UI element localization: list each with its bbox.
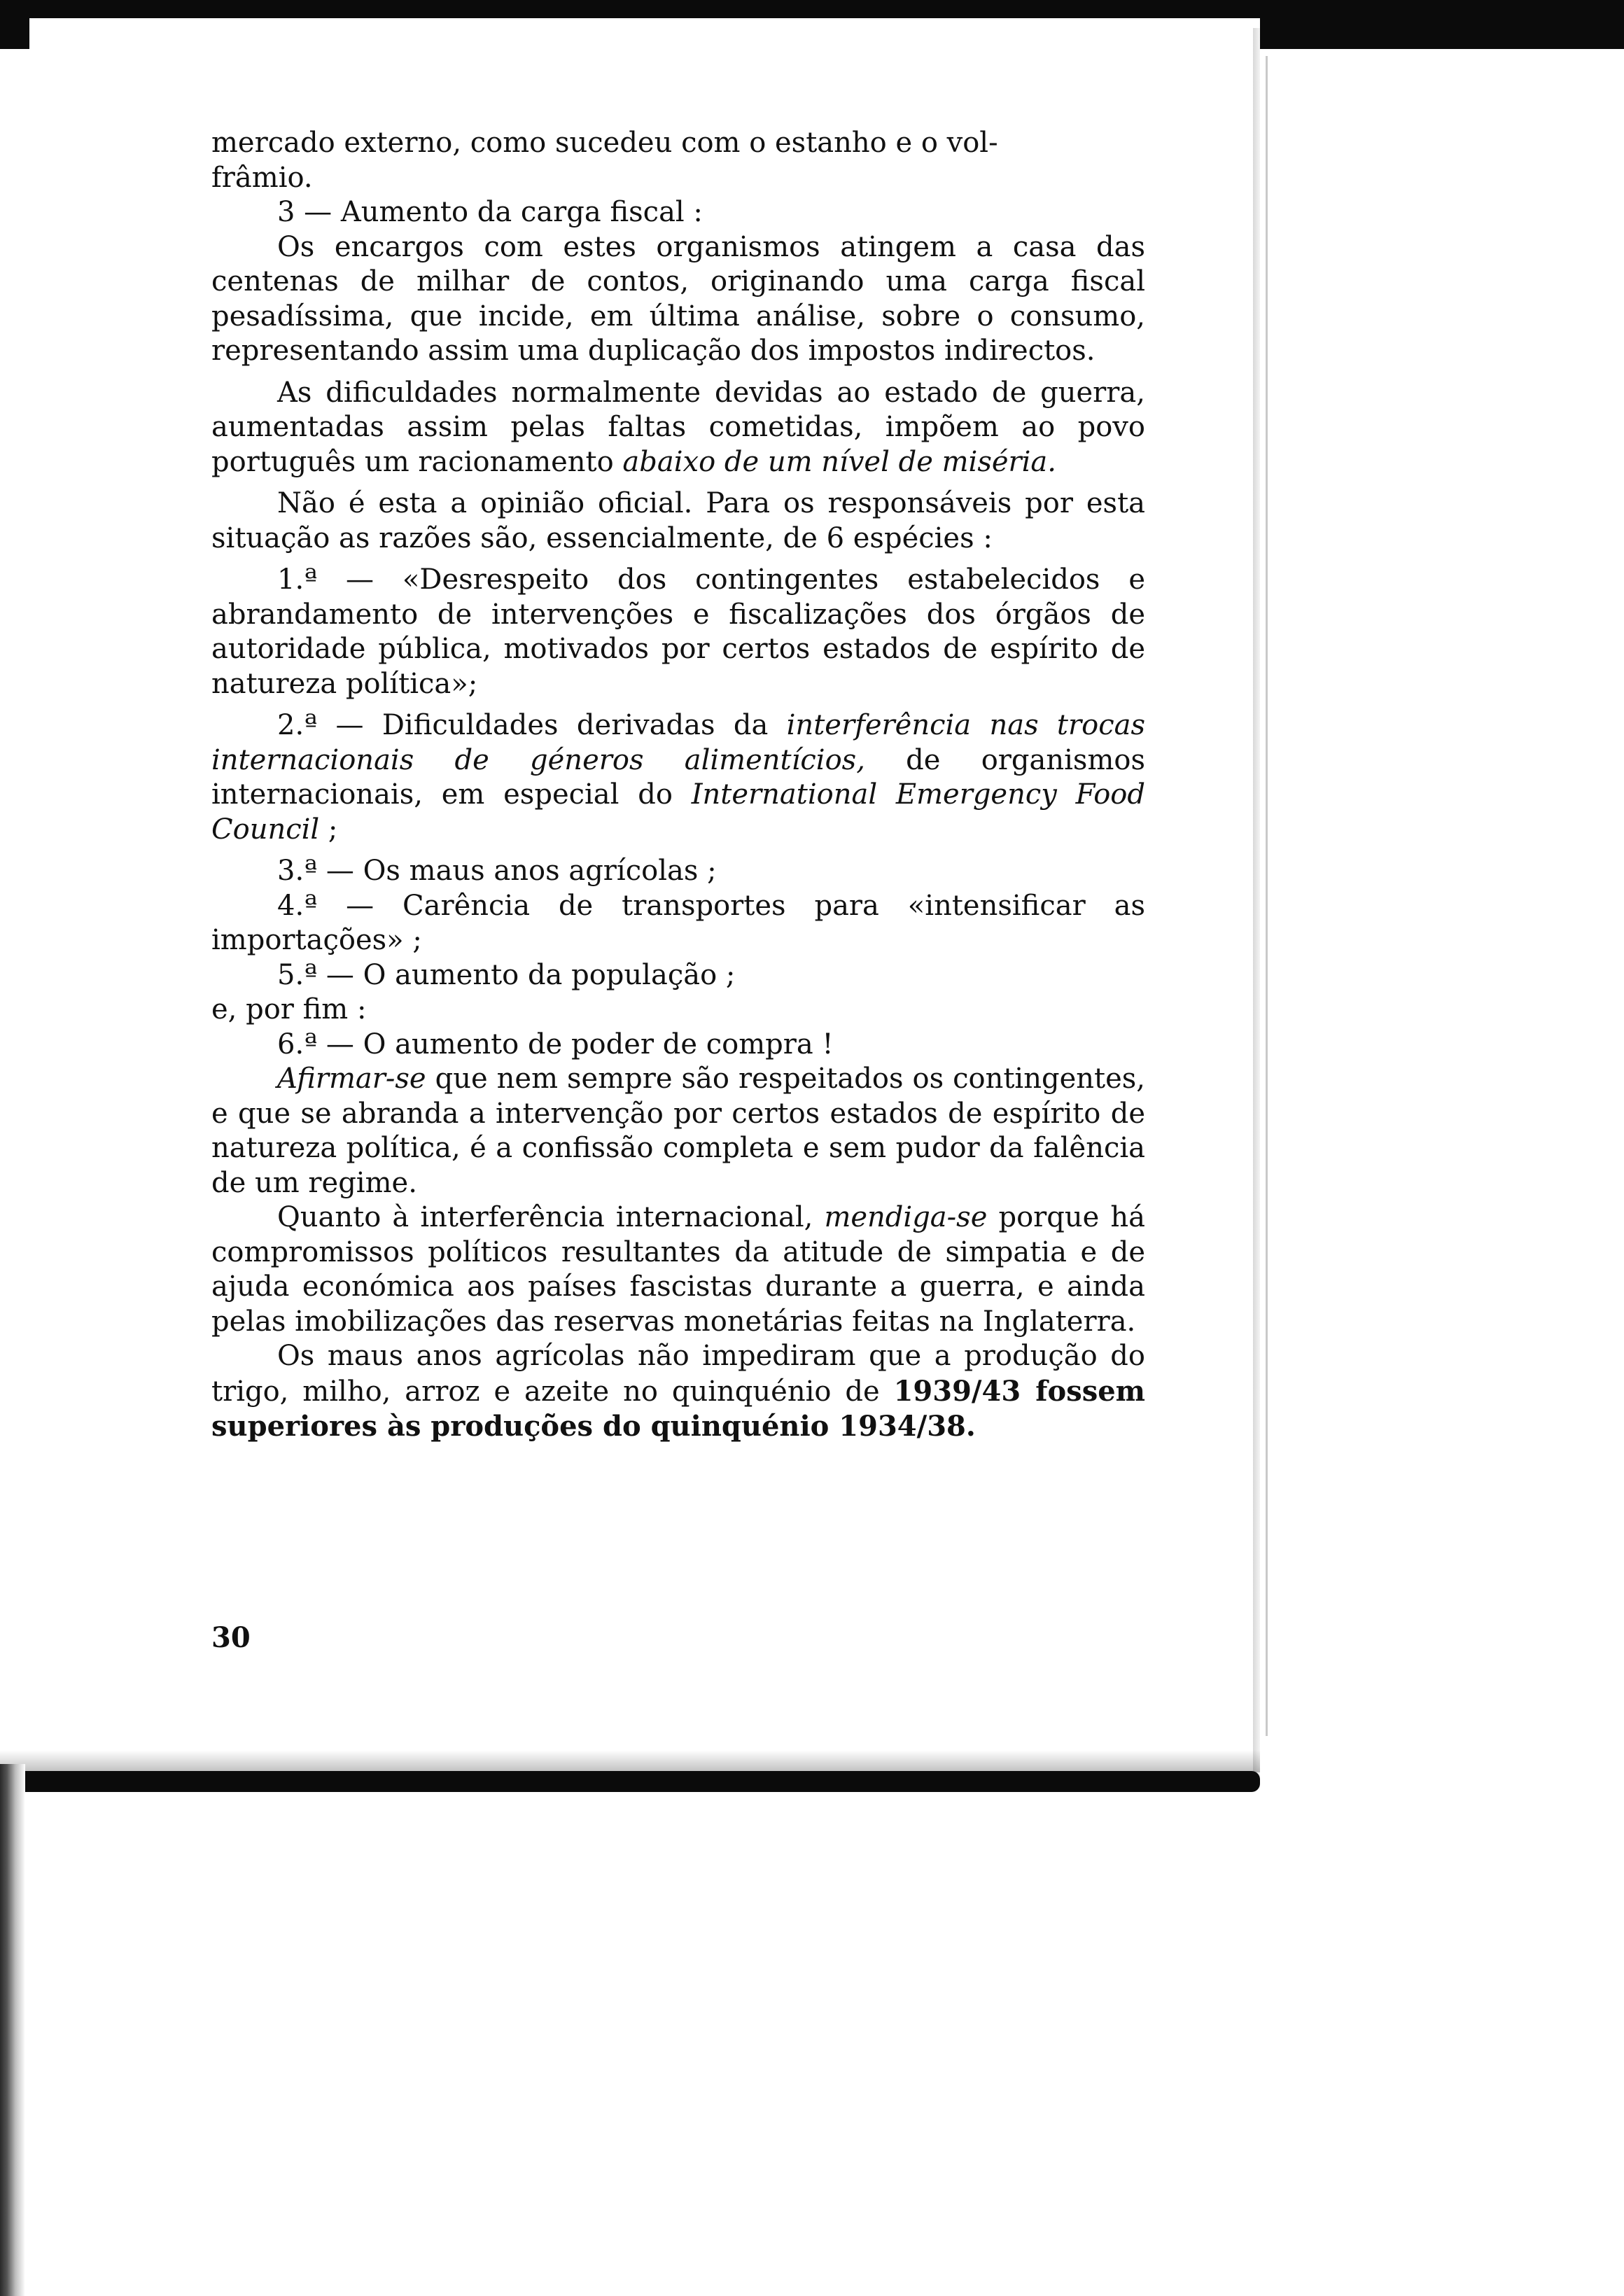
list-item: [211, 563, 1145, 701]
list-item-text: 4.ª — Carência de transportes para «intensificar as importações» ;: [211, 889, 1145, 956]
page-fold-shadow: [0, 1750, 1260, 1772]
italic-text: International Emergency Food Council: [211, 778, 1145, 846]
list-connector: [211, 993, 1145, 1028]
paragraph-text: Quanto à interferência internacional,: [277, 1201, 825, 1233]
page-edge-right-shadow: [1266, 56, 1268, 1736]
paragraph: [211, 486, 1145, 556]
list-item: [211, 1028, 1145, 1063]
list-item: [211, 958, 1145, 993]
page-edge-right: [1253, 28, 1260, 1785]
paragraph-text: Não é esta a opinião oficial. Para os responsáveis por esta situação as razões são, essencialmente, de 6 espécies :: [211, 487, 1145, 554]
italic-text: interferência nas trocas internacionais de géneros alimentícios,: [211, 709, 1145, 776]
paragraph-text: porque há compromissos políticos resultantes da atitude de simpatia e de ajuda económica aos países fascistas durante a guerra, e ainda pelas imobilizações das reservas monetárias feitas na Inglaterra.: [211, 1201, 1146, 1338]
list-connector-text: e, por fim :: [211, 993, 367, 1026]
scan-border-top-left: [0, 0, 29, 49]
italic-text: mendiga-se: [824, 1201, 988, 1233]
list-item-text: 3.ª — Os maus anos agrícolas ;: [277, 855, 717, 887]
list-item: [211, 889, 1145, 958]
text-line: mercado externo, como sucedeu com o estanho e o vol-: [211, 127, 998, 159]
section-heading: [211, 195, 1145, 230]
list-item-text: 1.ª — «Desrespeito dos contingentes estabelecidos e abrandamento de intervenções e fiscalizações dos órgãos de autoridade pública, motivados por certos estados de espírito de natureza política»;: [211, 564, 1145, 700]
paragraph: [211, 230, 1145, 369]
paragraph: [211, 1062, 1145, 1200]
page-number: 30: [211, 1621, 251, 1654]
list-item-text: de organismos internacionais, em especial do: [211, 743, 1145, 811]
list-item-text: ;: [319, 813, 338, 846]
paragraph: [211, 1200, 1145, 1339]
paragraph: [211, 1339, 1145, 1445]
list-item-text: 6.ª — O aumento de poder de compra !: [277, 1028, 834, 1060]
italic-text: Afirmar-se: [277, 1063, 426, 1095]
list-item-text: 2.ª — Dificuldades derivadas da: [277, 709, 787, 741]
italic-text: abaixo de um nível de miséria.: [622, 445, 1056, 478]
paragraph-text: As dificuldades normalmente devidas ao estado de guerra, aumentadas assim pelas faltas cometidas, impõem ao povo português um racionamento: [211, 376, 1145, 478]
paragraph-text: Os encargos com estes organismos atingem a casa das centenas de milhar de contos, originando uma carga fiscal pesadíssima, que incide, em última análise, sobre o consumo, representando assim uma duplicação dos impostos indirectos.: [211, 230, 1145, 367]
section-heading-text: 3 — Aumento da carga fiscal :: [277, 196, 703, 228]
list-item-text: 5.ª — O aumento da população ;: [277, 958, 736, 991]
paragraph: [211, 376, 1145, 480]
paragraph-text: Os maus anos agrícolas não impediram que a produção do trigo, milho, arroz e azeite no quinquénio de: [211, 1340, 1145, 1408]
page-fold-bar: [0, 1771, 1260, 1792]
paragraph-continuation: [211, 126, 1145, 195]
list-item: [211, 708, 1145, 847]
scan-border-left: [0, 1764, 25, 2296]
text-line: frâmio.: [211, 161, 313, 194]
page-body-text: [211, 126, 1145, 1445]
bold-text: 1939/43 fossem superiores às produções do quinquénio 1934/38.: [211, 1374, 1146, 1443]
list-item: [211, 854, 1145, 889]
scan-border-top-right: [1260, 0, 1624, 49]
paragraph-text: que nem sempre são respeitados os contingentes, e que se abranda a intervenção por certos estados de espírito de natureza política, é a confissão completa e sem pudor da falência de um regime.: [211, 1063, 1145, 1199]
